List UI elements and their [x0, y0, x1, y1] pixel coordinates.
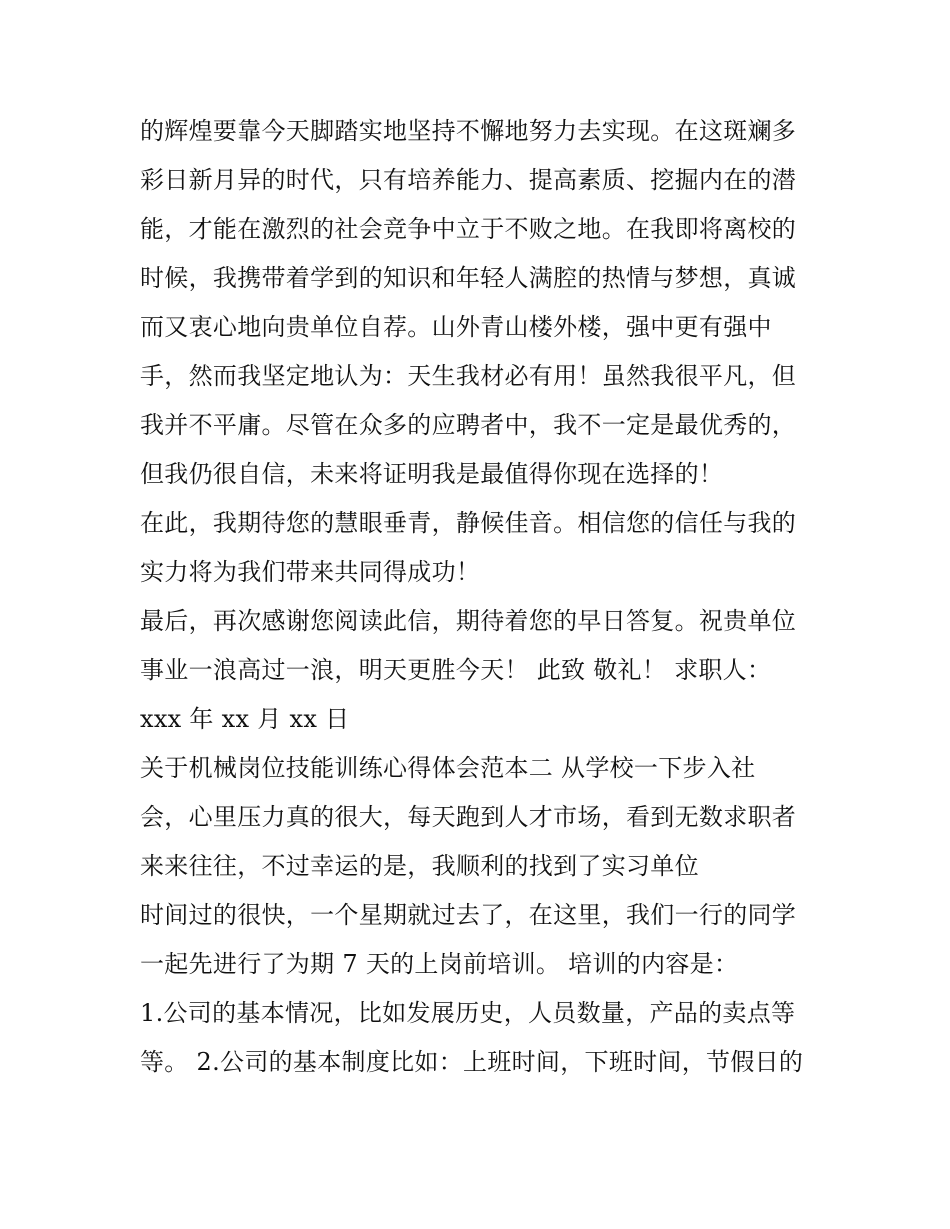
text-line: 来来往往，不过幸运的是，我顺利的找到了实习单位: [140, 852, 699, 880]
text-line: 而又衷心地向贵单位自荐。山外青山楼外楼，强中更有强中: [140, 313, 772, 341]
document-body: [140, 107, 830, 1087]
text-line: xxx 年 xx 月 xx 日: [140, 705, 350, 733]
text-line: 但我仍很自信，未来将证明我是最值得你现在选择的！: [140, 460, 724, 488]
text-line: 实力将为我们带来共同得成功！: [140, 558, 481, 586]
text-line: 1.公司的基本情况，比如发展历史，人员数量，产品的卖点等: [140, 999, 796, 1027]
text-line: 等。 2.公司的基本制度比如：上班时间，下班时间，节假日的: [140, 1048, 804, 1076]
text-line: 我并不平庸。尽管在众多的应聘者中，我不一定是最优秀的，: [140, 411, 797, 439]
text-line: 关于机械岗位技能训练心得体会范本二 从学校一下步入社: [140, 754, 756, 782]
text-line: 时间过的很快，一个星期就过去了，在这里，我们一行的同学: [140, 901, 797, 929]
text-line: 能，才能在激烈的社会竞争中立于不败之地。在我即将离校的: [140, 215, 797, 243]
text-line: 事业一浪高过一浪，明天更胜今天！ 此致 敬礼！ 求职人：: [140, 656, 772, 684]
text-line: 一起先进行了为期 7 天的上岗前培训。 培训的内容是：: [140, 950, 739, 978]
text-line: 的辉煌要靠今天脚踏实地坚持不懈地努力去实现。在这斑斓多: [140, 117, 797, 145]
text-line: 彩日新月异的时代，只有培养能力、提高素质、挖掘内在的潜: [140, 166, 797, 194]
text-line: 时候，我携带着学到的知识和年轻人满腔的热情与梦想，真诚: [140, 264, 797, 292]
text-line: 会，心里压力真的很大，每天跑到人才市场，看到无数求职者: [140, 803, 797, 831]
text-line: 在此，我期待您的慧眼垂青，静候佳音。相信您的信任与我的: [140, 509, 797, 537]
text-line: 手，然而我坚定地认为：天生我材必有用！虽然我很平凡，但: [140, 362, 797, 390]
text-line: 最后，再次感谢您阅读此信，期待着您的早日答复。祝贵单位: [140, 607, 797, 635]
